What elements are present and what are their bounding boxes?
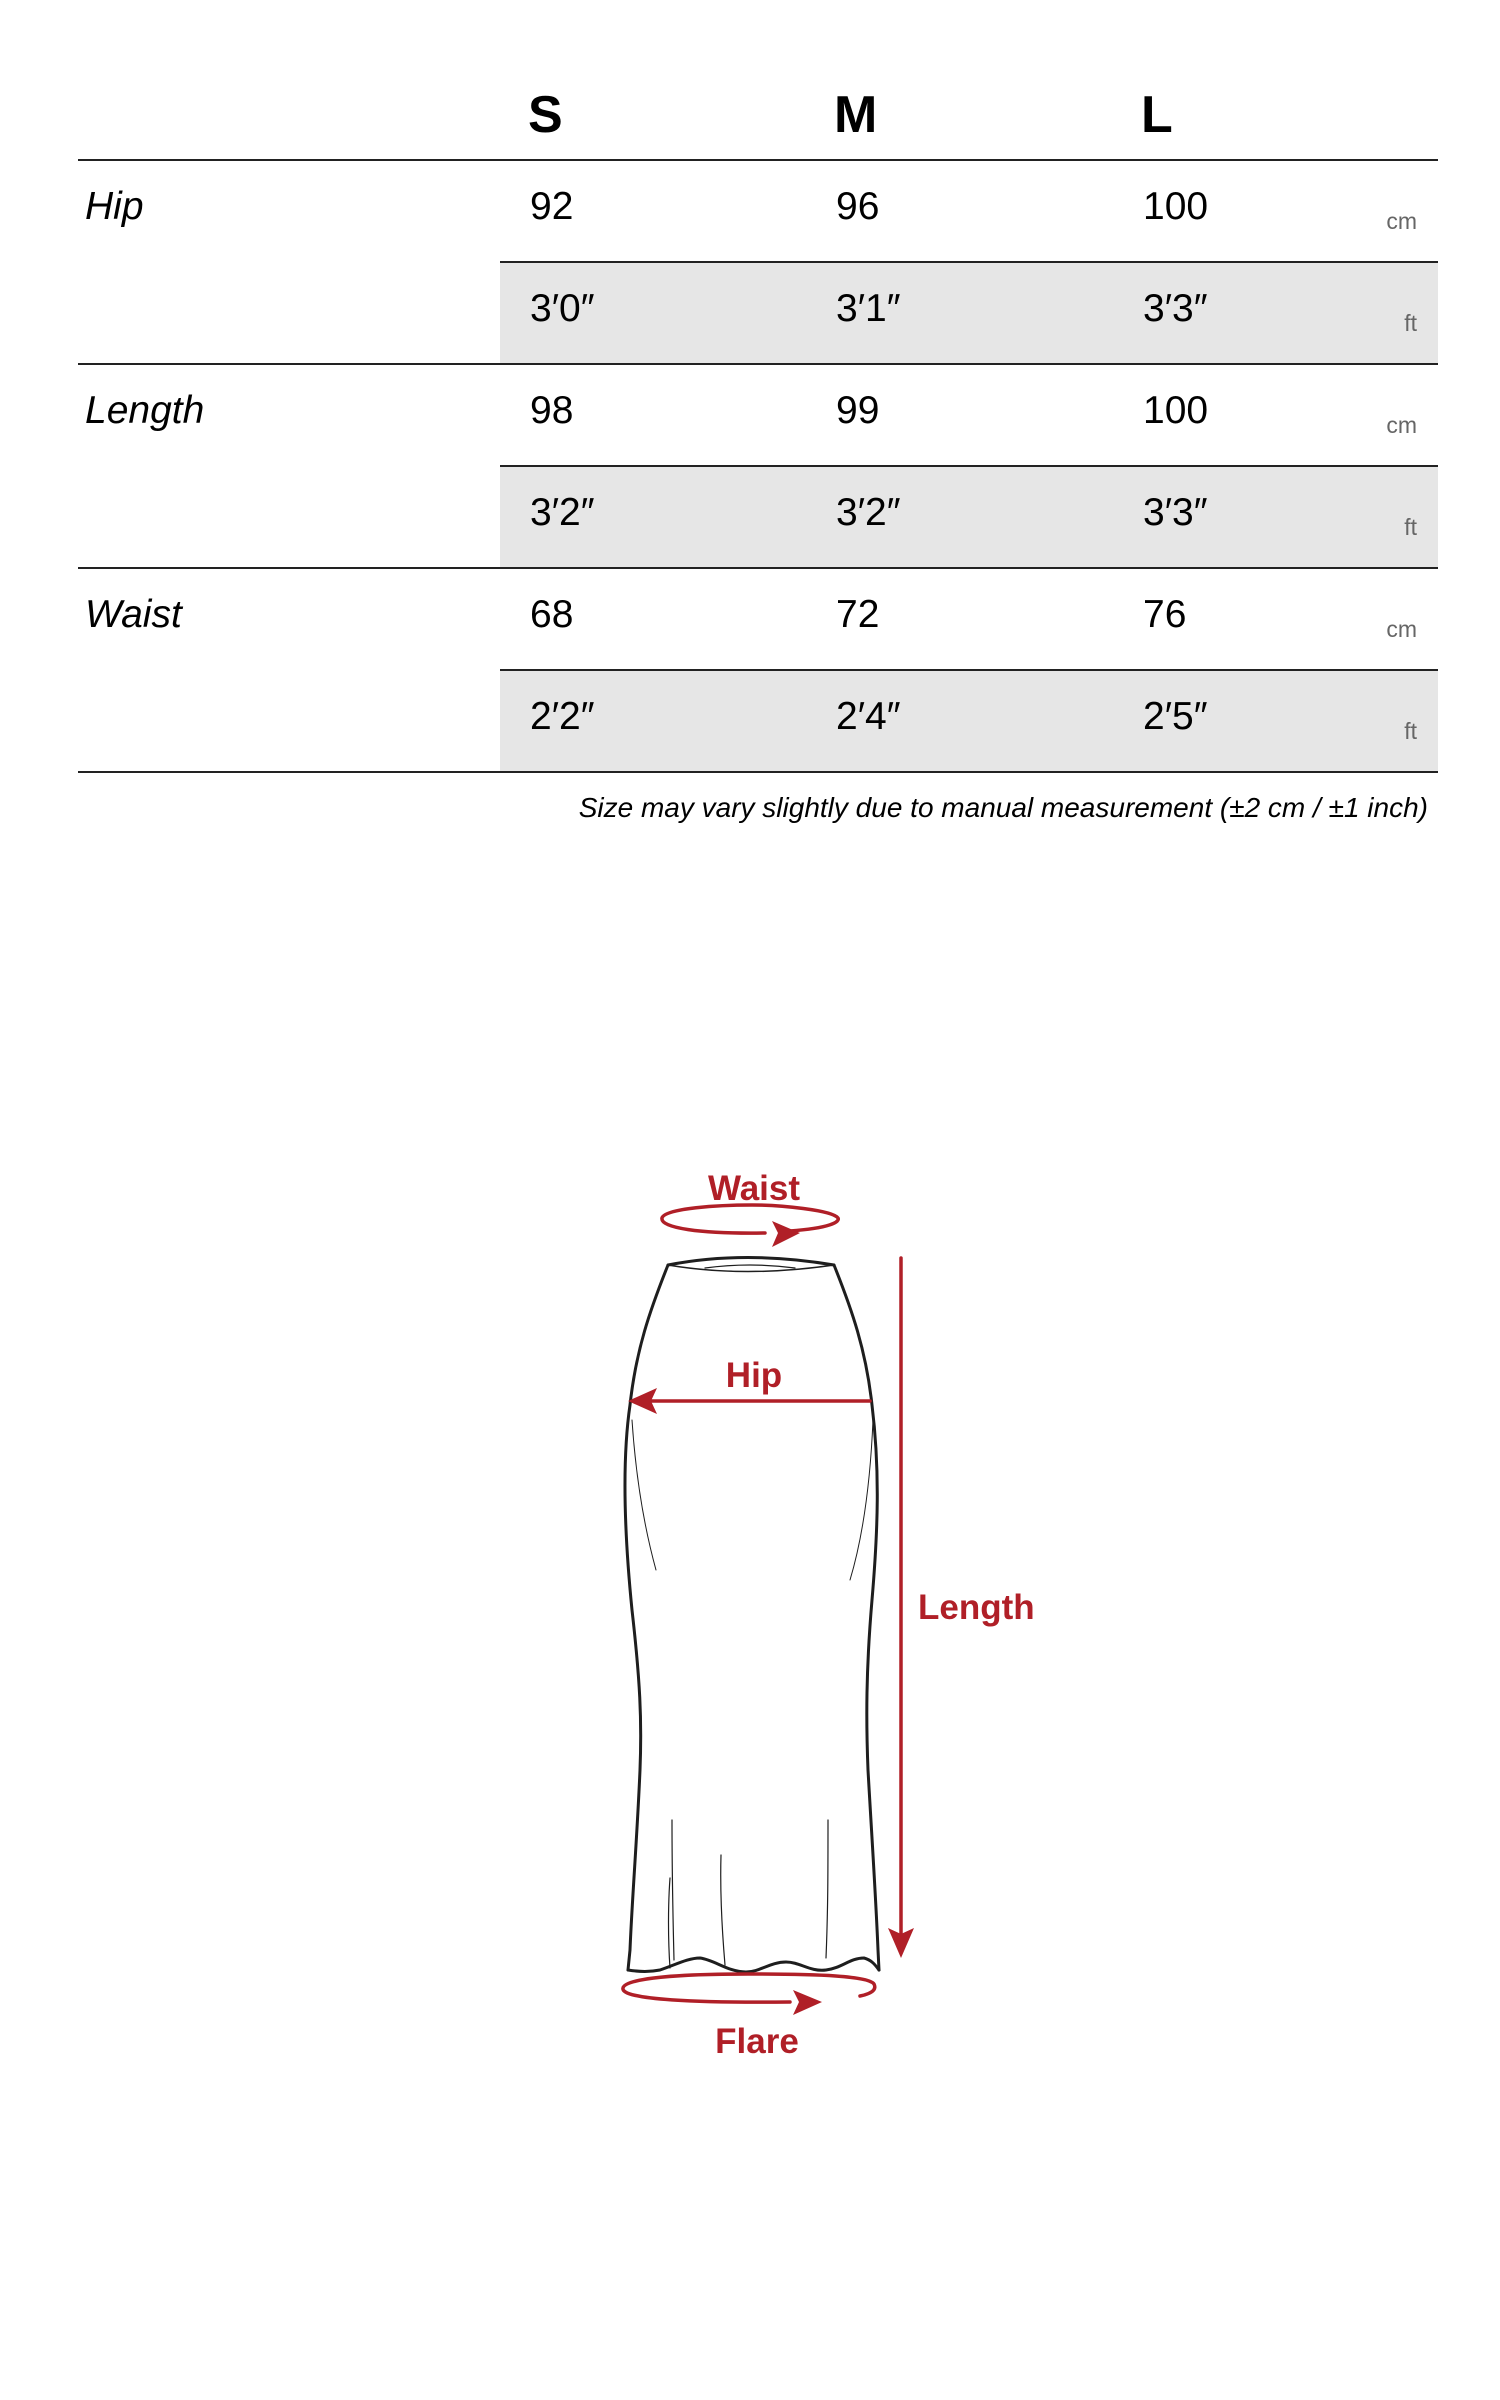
skirt-measurement-diagram	[0, 1100, 1500, 2100]
waist-m-cm: 72	[836, 593, 880, 636]
waist-arrowhead-icon	[772, 1221, 800, 1247]
row-label-waist: Waist	[85, 593, 182, 636]
table-divider	[78, 159, 1438, 161]
waist-m-ft: 2′4″	[836, 695, 901, 738]
length-l-ft: 3′3″	[1143, 491, 1208, 534]
size-header-l: L	[1141, 86, 1173, 144]
flare-loop-arrow	[623, 1974, 875, 2002]
length-s-ft: 3′2″	[530, 491, 595, 534]
unit-cm: cm	[1386, 412, 1417, 438]
measurement-arrows	[623, 1205, 901, 2002]
measurement-note: Size may vary slightly due to manual measurement (±2 cm / ±1 inch)	[578, 792, 1428, 823]
hip-m-ft: 3′1″	[836, 287, 901, 330]
size-header-m: M	[834, 86, 878, 144]
hip-label: Hip	[725, 1356, 783, 1395]
hip-l-cm: 100	[1143, 185, 1209, 228]
table-divider	[500, 465, 1438, 467]
length-m-cm: 99	[836, 389, 880, 432]
hip-l-ft: 3′3″	[1143, 287, 1208, 330]
size-header-s: S	[528, 86, 563, 144]
flare-arrowhead-icon	[793, 1990, 822, 2015]
length-label: Length	[918, 1588, 1035, 1627]
unit-cm: cm	[1386, 616, 1417, 642]
unit-ft: ft	[1404, 310, 1417, 336]
unit-ft: ft	[1404, 514, 1417, 540]
waist-s-cm: 68	[530, 593, 574, 636]
row-label-length: Length	[85, 389, 205, 432]
length-s-cm: 98	[530, 389, 574, 432]
waist-loop-arrow	[662, 1205, 838, 1233]
length-l-cm: 100	[1143, 389, 1209, 432]
flare-label: Flare	[715, 2022, 799, 2061]
ft-row-band	[500, 671, 1438, 771]
unit-cm: cm	[1386, 208, 1417, 234]
waist-l-cm: 76	[1143, 593, 1187, 636]
hip-m-cm: 96	[836, 185, 880, 228]
table-divider	[78, 567, 1438, 569]
table-divider	[78, 363, 1438, 365]
table-divider	[78, 771, 1438, 773]
row-label-hip: Hip	[85, 185, 144, 228]
unit-ft: ft	[1404, 718, 1417, 744]
ft-row-band	[500, 263, 1438, 363]
hip-s-cm: 92	[530, 185, 574, 228]
table-divider	[500, 669, 1438, 671]
hip-s-ft: 3′0″	[530, 287, 595, 330]
table-divider	[500, 261, 1438, 263]
ft-row-band	[500, 467, 1438, 567]
length-m-ft: 3′2″	[836, 491, 901, 534]
waist-s-ft: 2′2″	[530, 695, 595, 738]
waist-label: Waist	[707, 1169, 801, 1208]
waist-l-ft: 2′5″	[1143, 695, 1208, 738]
